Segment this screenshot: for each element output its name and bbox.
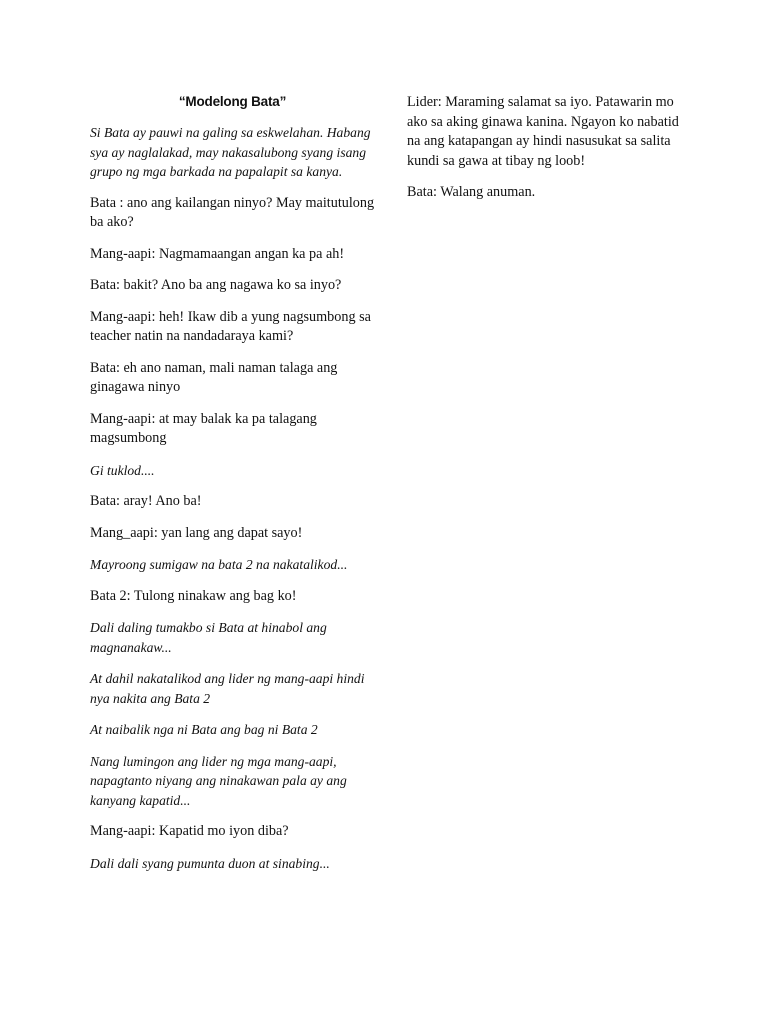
paragraph: Bata: aray! Ano ba!: [90, 493, 202, 509]
paragraph: Bata 2: Tulong ninakaw ang bag ko!: [90, 587, 297, 604]
paragraph: At dahil nakatalikod ang lider ng mang-aapi hindi nya nakita ang Bata 2: [90, 671, 365, 706]
paragraph: Lider: Maraming salamat sa iyo. Patawarin mo ako sa aking ginawa kanina. Ngayon ko nabatid na ang katapangan ay hindi nasusukat sa salita kundi sa gawa at tibay ng loob!: [407, 94, 679, 169]
paragraph: Bata: Walang anuman.: [407, 184, 536, 200]
paragraph: Mang-aapi: Kapatid mo iyon diba?: [90, 823, 289, 839]
paragraph: Mayroong sumigaw na bata 2 na nakatalikod...: [90, 557, 348, 572]
paragraph: Bata : ano ang kailangan ninyo? May maitutulong ba ako?: [90, 194, 375, 230]
paragraph: Si Bata ay pauwi na galing sa eskwelahan. Habang sya ay naglalakad, may nakasalubong syang isang grupo ng mga barkada na papalapit sa kanya.: [90, 125, 371, 179]
paragraph: Gi tuklod....: [90, 462, 155, 478]
paragraph: Mang-aapi: Nagmamaangan angan ka pa ah!: [90, 245, 345, 262]
document-title: “Modelong Bata”: [178, 94, 287, 109]
paragraph: Bata: bakit? Ano ba ang nagawa ko sa inyo?: [90, 277, 342, 293]
paragraph: Mang_aapi: yan lang ang dapat sayo!: [90, 524, 303, 541]
left-column: [90, 93, 375, 885]
paragraph: Dali daling tumakbo si Bata at hinabol ang magnanakaw...: [90, 620, 327, 655]
paragraph: At naibalik nga ni Bata ang bag ni Bata 2: [90, 722, 318, 737]
paragraph: Mang-aapi: heh! Ikaw dib a yung nagsumbong sa teacher natin na nandadaraya kami?: [90, 308, 371, 344]
paragraph: Mang-aapi: at may balak ka pa talagang magsumbong: [90, 410, 317, 446]
paragraph: Nang lumingon ang lider ng mga mang-aapi, napagtanto niyang ang ninakawan pala ay ang kanyang kapatid...: [90, 753, 347, 808]
right-column: [407, 93, 682, 215]
paragraph: Bata: eh ano naman, mali naman talaga ang ginagawa ninyo: [90, 359, 338, 395]
paragraph: Dali dali syang pumunta duon at sinabing...: [90, 855, 330, 871]
